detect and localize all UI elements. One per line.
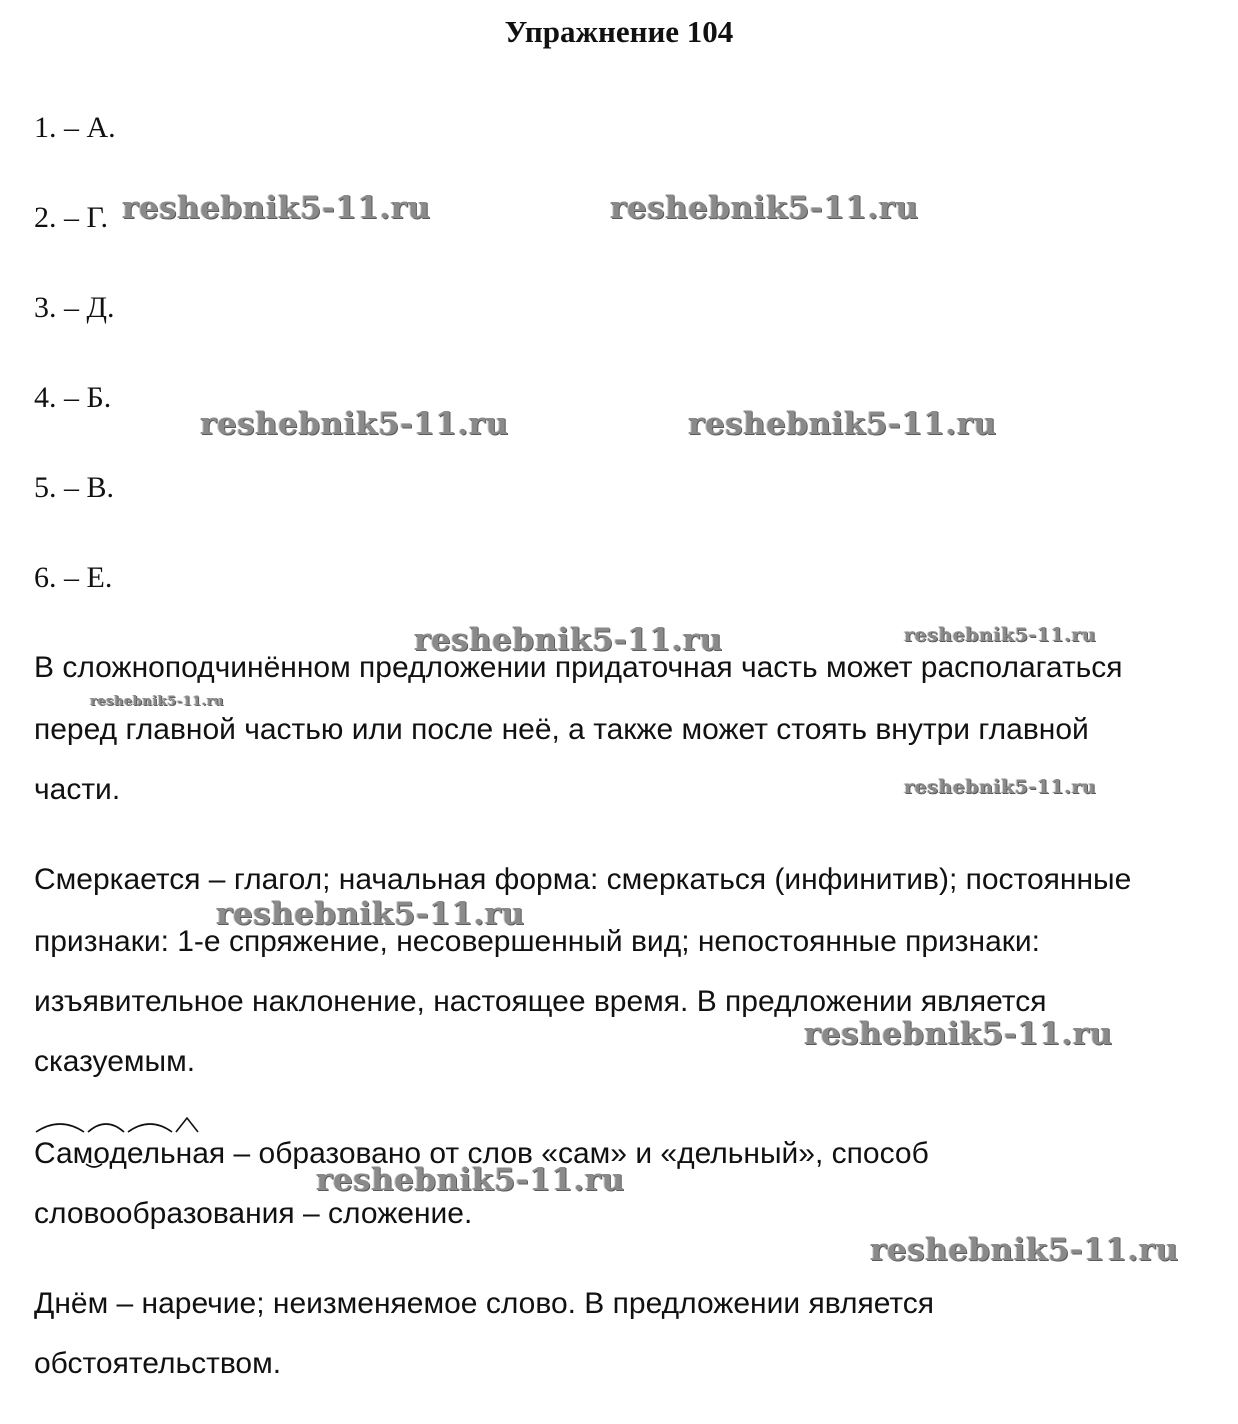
- text-line: обстоятельством.: [34, 1347, 282, 1380]
- watermark: reshebnik5-11.ru: [688, 406, 997, 442]
- text-line: признаки: 1-е спряжение, несовершенный вид; непостоянные признаки:: [34, 925, 1041, 958]
- watermark: reshebnik5-11.ru: [804, 1016, 1113, 1052]
- watermark: reshebnik5-11.ru: [316, 1162, 625, 1198]
- text-line: перед главной частью или после неё, а также может стоять внутри главной: [34, 713, 1089, 746]
- text-line: сказуемым.: [34, 1045, 196, 1078]
- answer-5: 5. – В.: [34, 471, 115, 504]
- page-title: Упражнение 104: [504, 14, 734, 49]
- text-line: части.: [34, 773, 121, 806]
- watermark: reshebnik5-11.ru: [870, 1232, 1179, 1268]
- watermark: reshebnik5-11.ru: [200, 406, 509, 442]
- watermark: reshebnik5-11.ru: [904, 624, 1097, 646]
- answer-6: 6. – Е.: [34, 561, 113, 594]
- answer-2: 2. – Г.: [34, 201, 108, 234]
- morpheme-marks: [34, 1118, 204, 1178]
- text-line: Днём – наречие; неизменяемое слово. В предложении является: [34, 1287, 935, 1320]
- text-inline: – образовано от слов «сам» и «дельный», способ: [225, 1137, 929, 1170]
- answer-1: 1. – А.: [34, 111, 116, 144]
- text-line: изъявительное наклонение, настоящее время. В предложении является: [34, 985, 1047, 1018]
- text-line: словообразования – сложение.: [34, 1197, 473, 1230]
- watermark: reshebnik5-11.ru: [216, 896, 525, 932]
- parsed-word: Самодельная: [34, 1137, 226, 1170]
- watermark: reshebnik5-11.ru: [122, 190, 431, 226]
- text-line: В сложноподчинённом предложении придаточная часть может располагаться: [34, 651, 1123, 684]
- morpheme-parsed-word: [34, 1134, 225, 1174]
- watermark: reshebnik5-11.ru: [414, 622, 723, 658]
- watermark: reshebnik5-11.ru: [90, 694, 225, 709]
- text-line: Смеркается – глагол; начальная форма: смеркаться (инфинитив); постоянные: [34, 863, 1132, 896]
- watermark: reshebnik5-11.ru: [904, 776, 1097, 798]
- answer-3: 3. – Д.: [34, 291, 115, 324]
- watermark: reshebnik5-11.ru: [610, 190, 919, 226]
- answer-4: 4. – Б.: [34, 381, 112, 414]
